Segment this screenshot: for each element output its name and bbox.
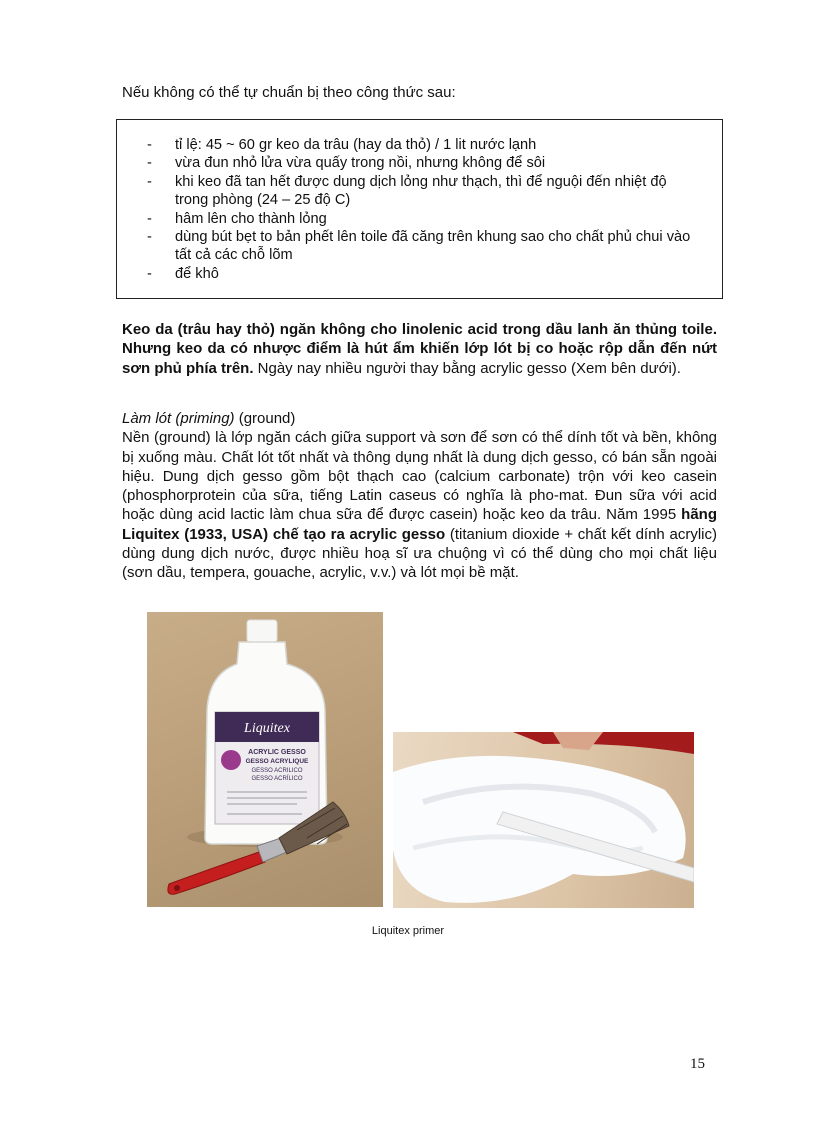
gesso-bottle-illustration — [147, 612, 383, 907]
image-caption: Liquitex primer — [371, 925, 445, 937]
recipe-step: - khi keo đã tan hết được dung dịch lỏng như thạch, thì để nguội đến nhiệt độ trong phòng (24 – 25 độ C) — [147, 173, 702, 210]
bottle-line-4: GESSO ACRÍLICO — [251, 776, 303, 782]
gesso-brushstroke-illustration — [393, 732, 694, 908]
priming-subheading — [122, 409, 717, 428]
priming-text-bold: hãng Liquitex (1933, USA) chế tạo ra acrylic gesso — [122, 506, 717, 543]
priming-subheading-italic: Làm lót (priming) — [122, 410, 235, 427]
recipe-list — [117, 120, 722, 283]
intro-text: Nếu không có thể tự chuẩn bị theo công thức sau: — [122, 84, 456, 101]
glue-paragraph-text: Ngày nay nhiều người thay bằng acrylic gesso (Xem bên dưới). — [253, 359, 681, 377]
bottle-line-3: GESSO ACRILICO — [251, 768, 303, 774]
recipe-step: - hâm lên cho thành lỏng — [147, 210, 702, 228]
priming-paragraph — [122, 409, 717, 583]
recipe-step: - tỉ lệ: 45 ~ 60 gr keo da trâu (hay da thỏ) / 1 lit nước lạnh — [147, 136, 702, 154]
bottle-line-2: GESSO ACRYLIQUE — [245, 758, 309, 765]
priming-text-2: (titanium dioxide + chất kết dính acrylic) dùng dung dịch nước, được nhiều hoạ sĩ ưa chuộng vì có thể dùng cho mọi chất liệu (sơn dầu, tempera, gouache, acrylic, v.v.) và lót mọi bề mặt. — [122, 525, 717, 582]
recipe-step: - dùng bút bẹt to bản phết lên toile đã căng trên khung sao cho chất phủ chui vào tất cả các chỗ lõm — [147, 228, 702, 265]
gesso-application-photo — [393, 732, 694, 908]
bottle-brand-label: Liquitex — [244, 721, 290, 736]
priming-subheading-tail: (ground) — [234, 410, 296, 427]
priming-text-1: Nền (ground) là lớp ngăn cách giữa support và sơn để sơn có thể dính tốt và bền, không bị xuống màu. Chất lót tốt nhất và thông dụng nhất là dung dịch gesso, có bán sẵn ngoài hiệu. Dung dịch gesso gồm bột thạch cao (calcium carbonate) trộn với keo casein (phosphorprotein của sữa, tiếng Latin caseus có nghĩa là pho-mat. Đun sữa với acid hoặc dùng acid lactic làm chua sữa để được casein) hoặc keo da trâu. Năm 1995 — [122, 429, 717, 524]
bottle-line-1: ACRYLIC GESSO — [248, 749, 306, 756]
page-number: 15 — [690, 1056, 705, 1072]
glue-paragraph — [122, 320, 717, 378]
gesso-bottle-photo — [147, 612, 383, 907]
recipe-box — [116, 119, 723, 299]
glue-paragraph-bold: Keo da (trâu hay thỏ) ngăn không cho linolenic acid trong dầu lanh ăn thủng toile. Nhưng keo da có nhược điểm là hút ẩm khiến lớp lót bị co hoặc rộp dẫn đến nứt sơn phủ phía trên. — [122, 321, 717, 377]
recipe-step: - để khô — [147, 265, 702, 283]
recipe-step: - vừa đun nhỏ lửa vừa quấy trong nồi, nhưng không để sôi — [147, 154, 702, 172]
